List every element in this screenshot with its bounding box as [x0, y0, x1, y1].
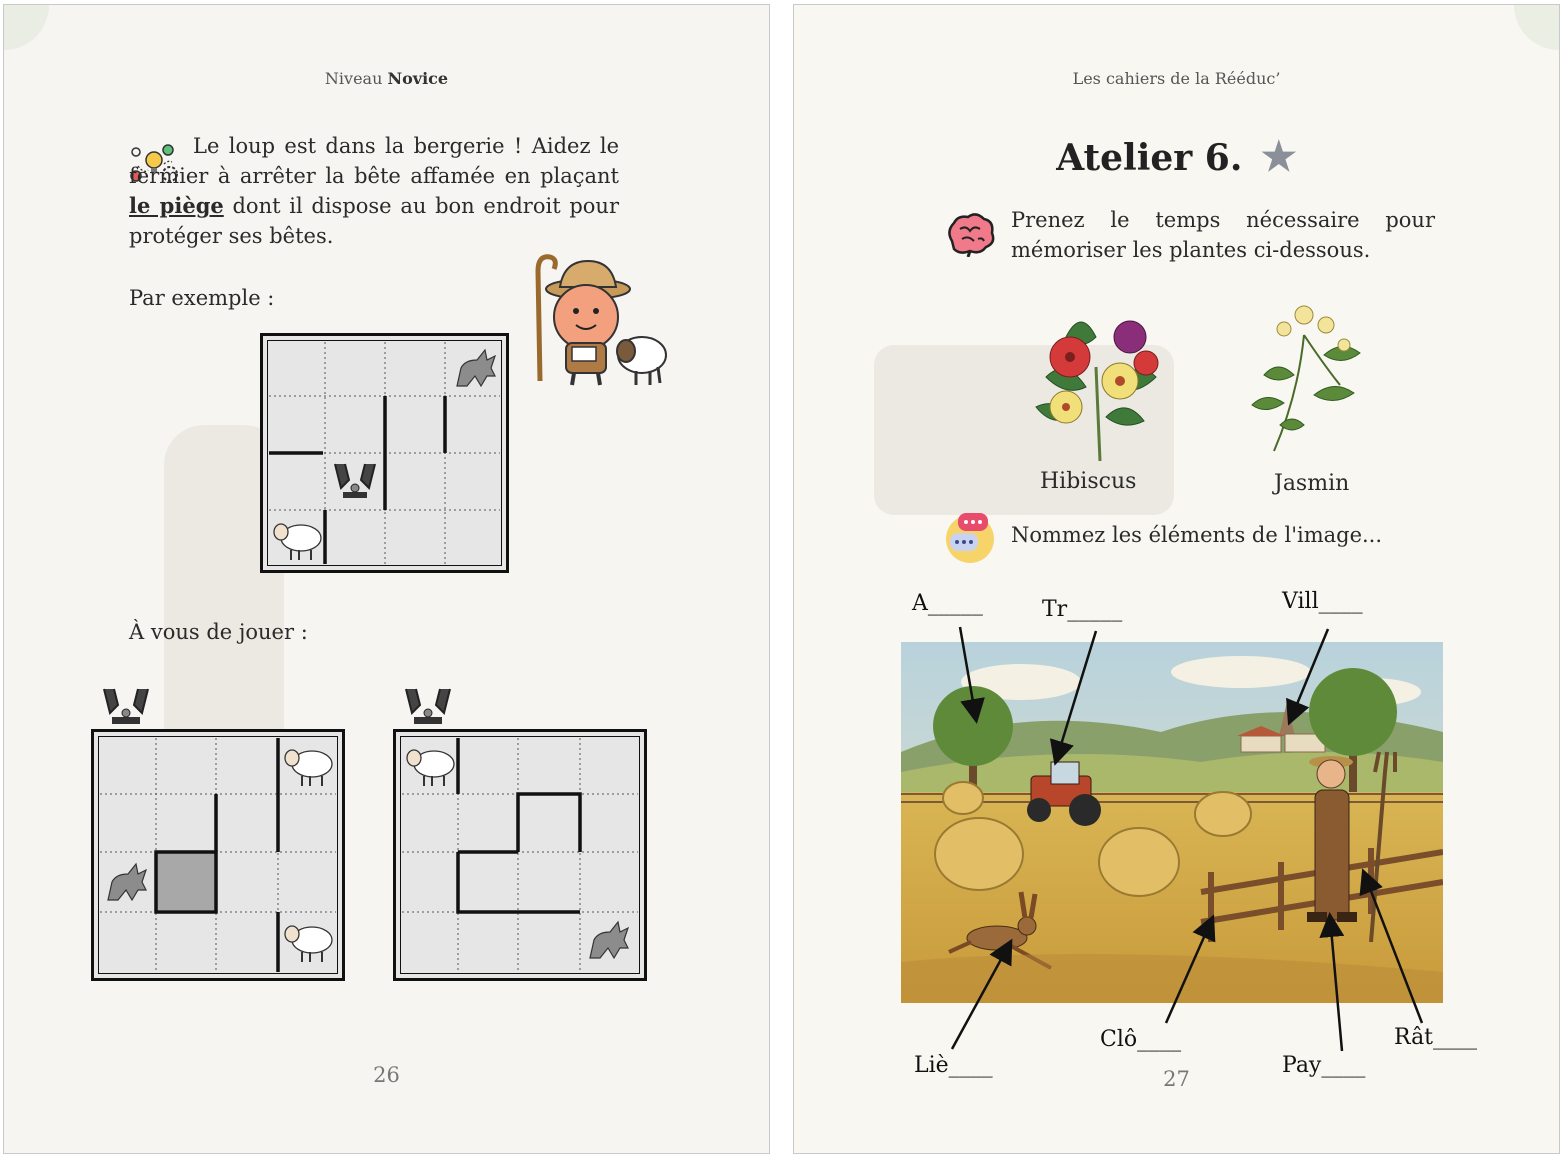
play-label: À vous de jouer : [129, 620, 308, 644]
sheep-icon [407, 750, 454, 786]
trap-icon[interactable] [100, 687, 152, 727]
label-arrows [794, 5, 1560, 1154]
memorize-instruction: Prenez le temps nécessaire pour mémoriser les plantes ci-dessous. [1011, 208, 1435, 262]
corner-decoration [3, 4, 49, 50]
trap-keyword: le piège [129, 193, 224, 218]
label-village[interactable]: Vill____ [1282, 589, 1363, 614]
puzzle-grid-2-drawing [396, 732, 644, 978]
sheep-icon [274, 524, 321, 560]
label-lievre[interactable]: Liè____ [914, 1053, 993, 1078]
puzzle-grid-1-drawing [94, 732, 342, 978]
label-tracteur[interactable]: Tr_____ [1042, 597, 1123, 622]
wolf-icon [108, 864, 146, 900]
trap-icon [335, 464, 375, 498]
farmer-brain-mascot [524, 251, 670, 391]
workshop-title: Atelier 6. ★ [1056, 133, 1297, 180]
label-paysan[interactable]: Pay____ [1282, 1053, 1366, 1078]
sheep-icon [285, 750, 332, 786]
puzzle-grid-1[interactable] [91, 729, 345, 981]
right-page [793, 4, 1560, 1154]
star-icon: ★ [1260, 133, 1297, 180]
example-grid [260, 333, 509, 573]
sheep-icon [285, 926, 332, 962]
example-grid-drawing [263, 336, 506, 570]
plant-name-hibiscus: Hibiscus [1040, 469, 1137, 494]
plant-name-jasmin: Jasmin [1274, 471, 1350, 496]
intro-paragraph: Le loup est dans la bergerie ! Aidez le fermier à arrêter la bête affamée en plaçant le piège dont il dispose au bon endroit pour protéger ses bêtes. [129, 134, 619, 248]
example-label: Par exemple : [129, 286, 275, 310]
page-header: Niveau Novice [324, 69, 449, 88]
label-arbre[interactable]: A_____ [912, 591, 983, 616]
name-prompt: Nommez les éléments de l'image... [1011, 523, 1383, 547]
page-number: 27 [1163, 1067, 1190, 1091]
trap-icon[interactable] [402, 687, 454, 727]
label-cloture[interactable]: Clô____ [1100, 1027, 1182, 1052]
wolf-icon [457, 350, 495, 386]
label-rateau[interactable]: Rât____ [1394, 1025, 1478, 1050]
puzzle-grid-2[interactable] [393, 729, 647, 981]
page-header: Les cahiers de la Rééduc’ [1072, 69, 1281, 88]
wolf-icon [590, 922, 628, 958]
page-number: 26 [373, 1063, 400, 1087]
left-page [3, 4, 770, 1154]
